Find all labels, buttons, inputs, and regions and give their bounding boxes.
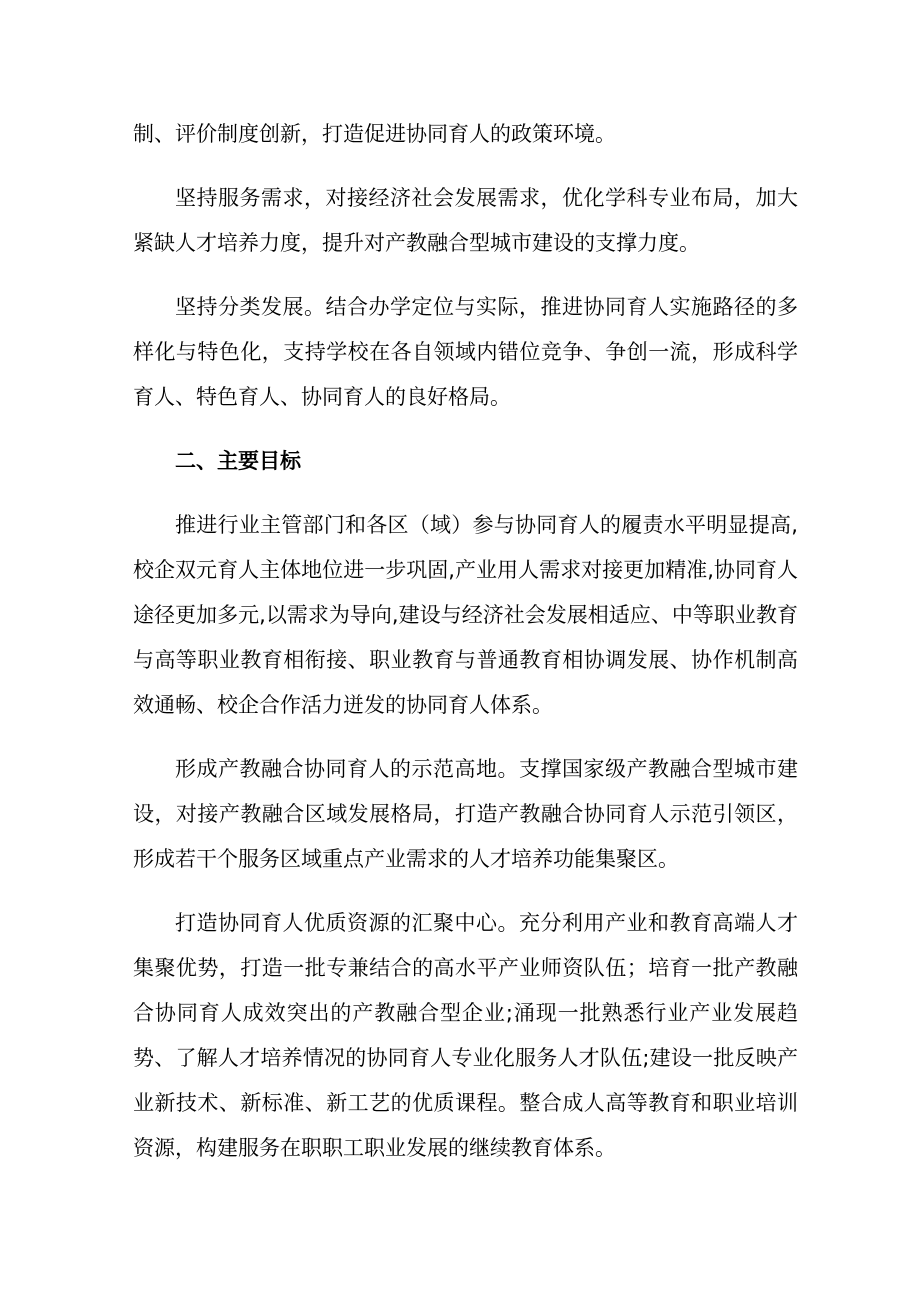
paragraph-service-demand: 坚持服务需求，对接经济社会发展需求，优化学科专业布局，加大紧缺人才培养力度，提升对产教融合型城市建设的支撑力度。: [133, 186, 798, 255]
document-body: [133, 112, 798, 1190]
paragraph-demonstration-highland: 形成产教融合协同育人的示范高地。支撑国家级产教融合型城市建设，对接产教融合区域发展格局，打造产教融合协同育人示范引领区，形成若干个服务区域重点产业需求的人才培养功能集聚区。: [133, 757, 798, 871]
section-heading-main-goals: 二、主要目标: [175, 449, 301, 473]
paragraph-resource-center: 打造协同育人优质资源的汇聚中心。充分利用产业和教育高端人才集聚优势，打造一批专兼结合的高水平产业师资队伍；培育一批产教融合协同育人成效突出的产教融合型企业;涌现一批熟悉行业产业发展趋势、了解人才培养情况的协同育人专业化服务人才队伍;建设一批反映产业新技术、新标准、新工艺的优质课程。整合成人高等教育和职业培训资源，构建服务在职职工职业发展的继续教育体系。: [133, 911, 798, 1160]
paragraph-classified-development: 坚持分类发展。结合办学定位与实际，推进协同育人实施路径的多样化与特色化，支持学校在各自领域内错位竞争、争创一流，形成科学育人、特色育人、协同育人的良好格局。: [133, 295, 798, 409]
paragraph-policy-environment: 制、评价制度创新，打造促进协同育人的政策环境。: [133, 122, 616, 146]
paragraph-goal-system: 推进行业主管部门和各区（域）参与协同育人的履责水平明显提高,校企双元育人主体地位进一步巩固,产业用人需求对接更加精准,协同育人途径更加多元,以需求为导向,建设与经济社会发展相适应、中等职业教育与高等职业教育相衔接、职业教育与普通教育相协调发展、协作机制高效通畅、校企合作活力迸发的协同育人体系。: [133, 513, 798, 717]
